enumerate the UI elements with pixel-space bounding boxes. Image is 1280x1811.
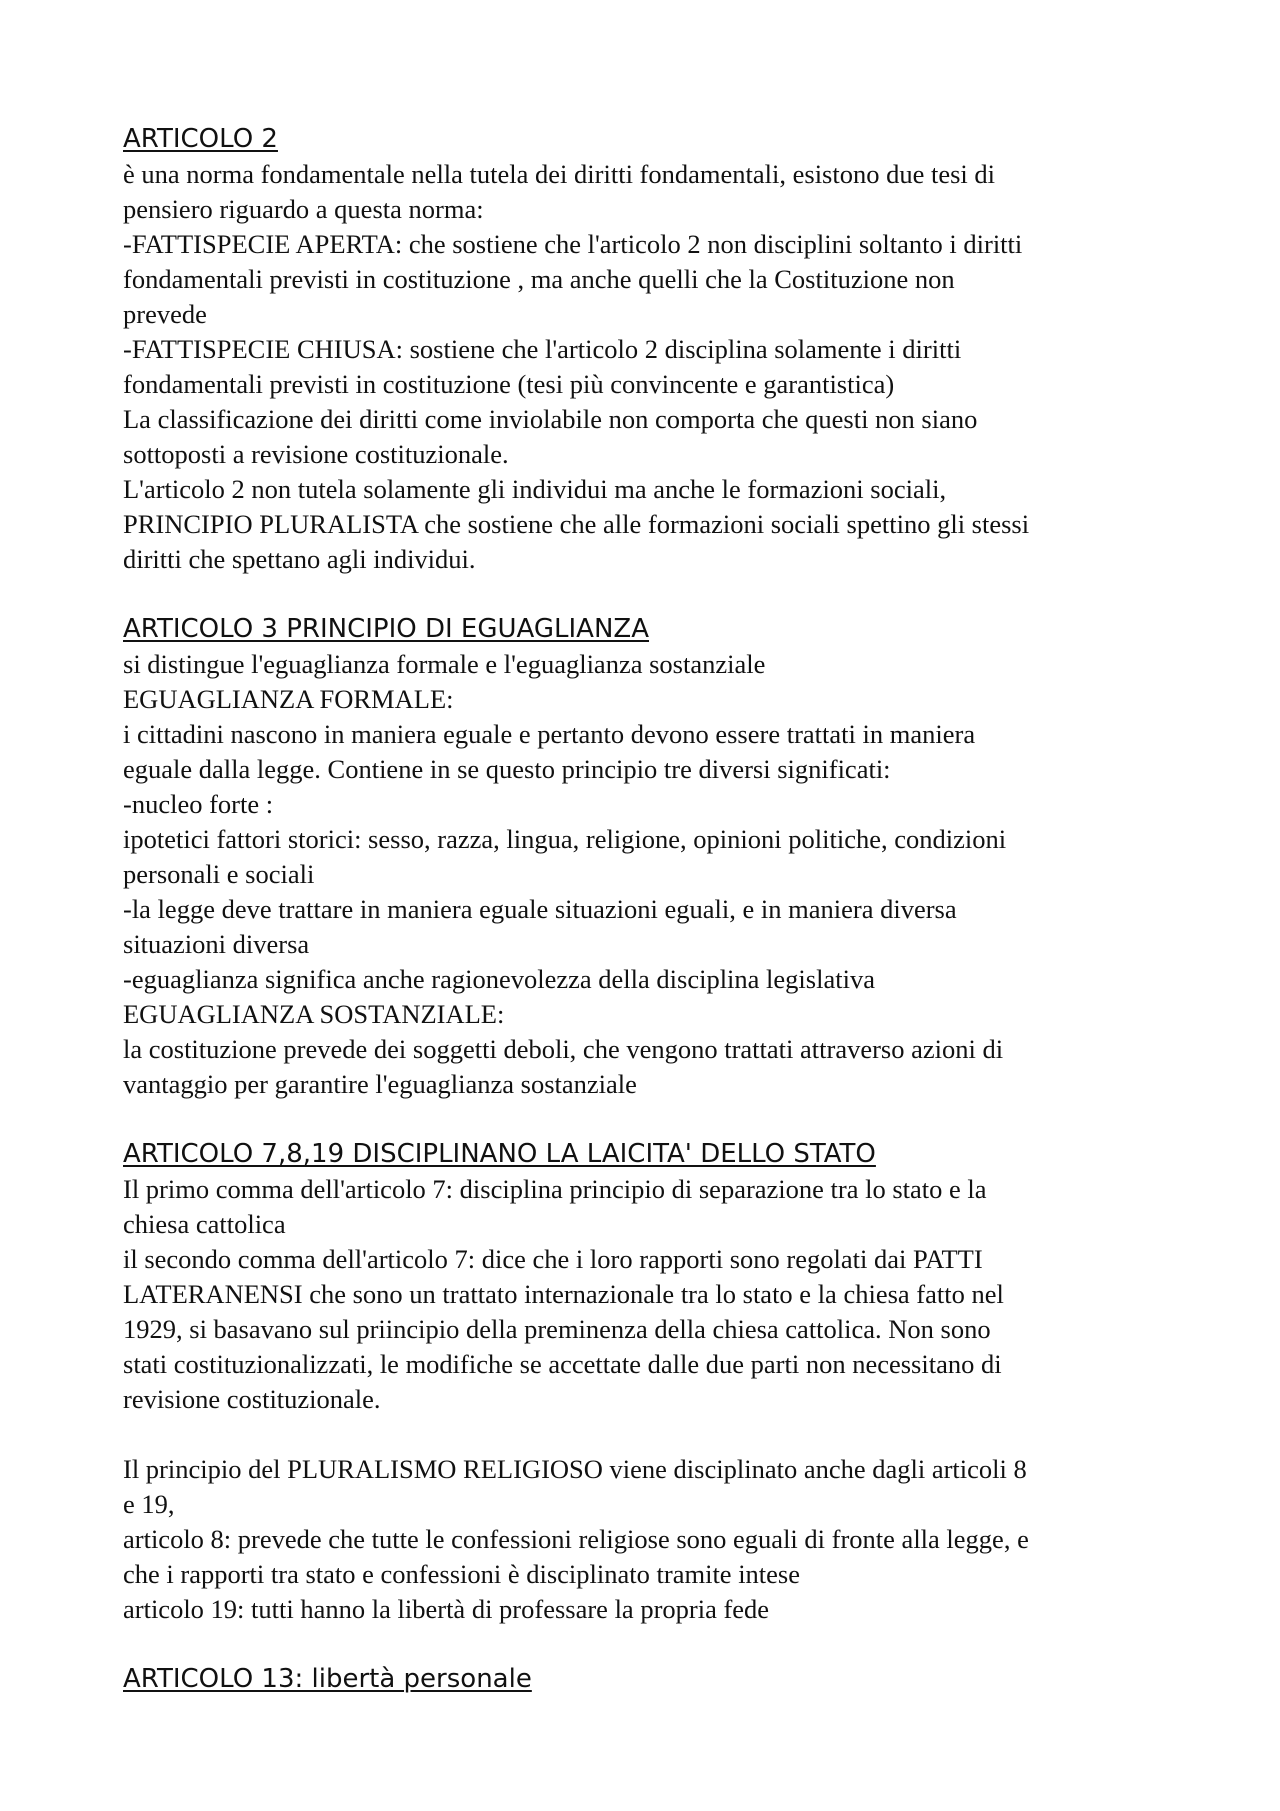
paragraph-line: -eguaglianza significa anche ragionevolezza della disciplina legislativa [123, 964, 875, 994]
paragraph-line: fondamentali previsti in costituzione (tesi più convincente e garantistica) [123, 369, 895, 399]
paragraph-line: e 19, [123, 1489, 175, 1519]
paragraph-line: pensiero riguardo a questa norma: [123, 194, 484, 224]
paragraph-line: -nucleo forte : [123, 789, 274, 819]
paragraph-line: è una norma fondamentale nella tutela dei diritti fondamentali, esistono due tesi di [123, 159, 996, 189]
paragraph-line: -la legge deve trattare in maniera eguale situazioni eguali, e in maniera diversa [123, 894, 957, 924]
paragraph-line: il secondo comma dell'articolo 7: dice che i loro rapporti sono regolati dai PATTI [123, 1244, 983, 1274]
paragraph-line: La classificazione dei diritti come inviolabile non comporta che questi non siano [123, 404, 978, 434]
paragraph-line: -FATTISPECIE CHIUSA: sostiene che l'articolo 2 disciplina solamente i diritti [123, 334, 962, 364]
section-heading-articolo-7-8-19: ARTICOLO 7,8,19 DISCIPLINANO LA LAICITA' DELLO STATO [123, 1139, 876, 1169]
paragraph-line: 1929, si basavano sul priincipio della preminenza della chiesa cattolica. Non sono [123, 1314, 991, 1344]
paragraph-line: vantaggio per garantire l'eguaglianza sostanziale [123, 1069, 637, 1099]
paragraph-line: L'articolo 2 non tutela solamente gli individui ma anche le formazioni sociali, [123, 474, 947, 504]
paragraph-line: la costituzione prevede dei soggetti deboli, che vengono trattati attraverso azioni di [123, 1034, 1004, 1064]
paragraph-line: sottoposti a revisione costituzionale. [123, 439, 509, 469]
paragraph-line: articolo 19: tutti hanno la libertà di professare la propria fede [123, 1594, 770, 1624]
paragraph-line: diritti che spettano agli individui. [123, 544, 476, 574]
spacer [123, 1102, 1180, 1137]
spacer [123, 1627, 1180, 1662]
paragraph-line: revisione costituzionale. [123, 1384, 381, 1414]
section-heading-articolo-3: ARTICOLO 3 PRINCIPIO DI EGUAGLIANZA [123, 614, 650, 644]
paragraph-line: fondamentali previsti in costituzione , ma anche quelli che la Costituzione non [123, 264, 955, 294]
paragraph-line: -FATTISPECIE APERTA: che sostiene che l'articolo 2 non disciplini soltanto i diritti [123, 229, 1023, 259]
paragraph-line: situazioni diversa [123, 929, 310, 959]
paragraph-line: ipotetici fattori storici: sesso, razza, lingua, religione, opinioni politiche, condizioni [123, 824, 1007, 854]
paragraph-line: EGUAGLIANZA SOSTANZIALE: [123, 999, 505, 1029]
paragraph-line: prevede [123, 299, 207, 329]
paragraph-line: LATERANENSI che sono un trattato internazionale tra lo stato e la chiesa fatto nel [123, 1279, 1004, 1309]
paragraph-line: stati costituzionalizzati, le modifiche se accettate dalle due parti non necessitano di [123, 1349, 1002, 1379]
document-page [123, 122, 1180, 1697]
spacer [123, 577, 1180, 612]
paragraph-line: chiesa cattolica [123, 1209, 286, 1239]
paragraph-line: articolo 8: prevede che tutte le confessioni religiose sono eguali di fronte alla legge, e [123, 1524, 1029, 1554]
paragraph-line: Il primo comma dell'articolo 7: disciplina principio di separazione tra lo stato e la [123, 1174, 987, 1204]
paragraph-line: personali e sociali [123, 859, 315, 889]
paragraph-line: che i rapporti tra stato e confessioni è disciplinato tramite intese [123, 1559, 801, 1589]
section-heading-articolo-2: ARTICOLO 2 [123, 124, 278, 154]
paragraph-line: EGUAGLIANZA FORMALE: [123, 684, 454, 714]
paragraph-line: Il principio del PLURALISMO RELIGIOSO viene disciplinato anche dagli articoli 8 [123, 1454, 1027, 1484]
section-heading-articolo-13: ARTICOLO 13: libertà personale [123, 1664, 532, 1694]
paragraph-line: si distingue l'eguaglianza formale e l'eguaglianza sostanziale [123, 649, 766, 679]
paragraph-line: PRINCIPIO PLURALISTA che sostiene che alle formazioni sociali spettino gli stessi [123, 509, 1030, 539]
paragraph-line: i cittadini nascono in maniera eguale e pertanto devono essere trattati in maniera [123, 719, 976, 749]
paragraph-line: eguale dalla legge. Contiene in se questo principio tre diversi significati: [123, 754, 891, 784]
paragraph-line [123, 1417, 1180, 1452]
